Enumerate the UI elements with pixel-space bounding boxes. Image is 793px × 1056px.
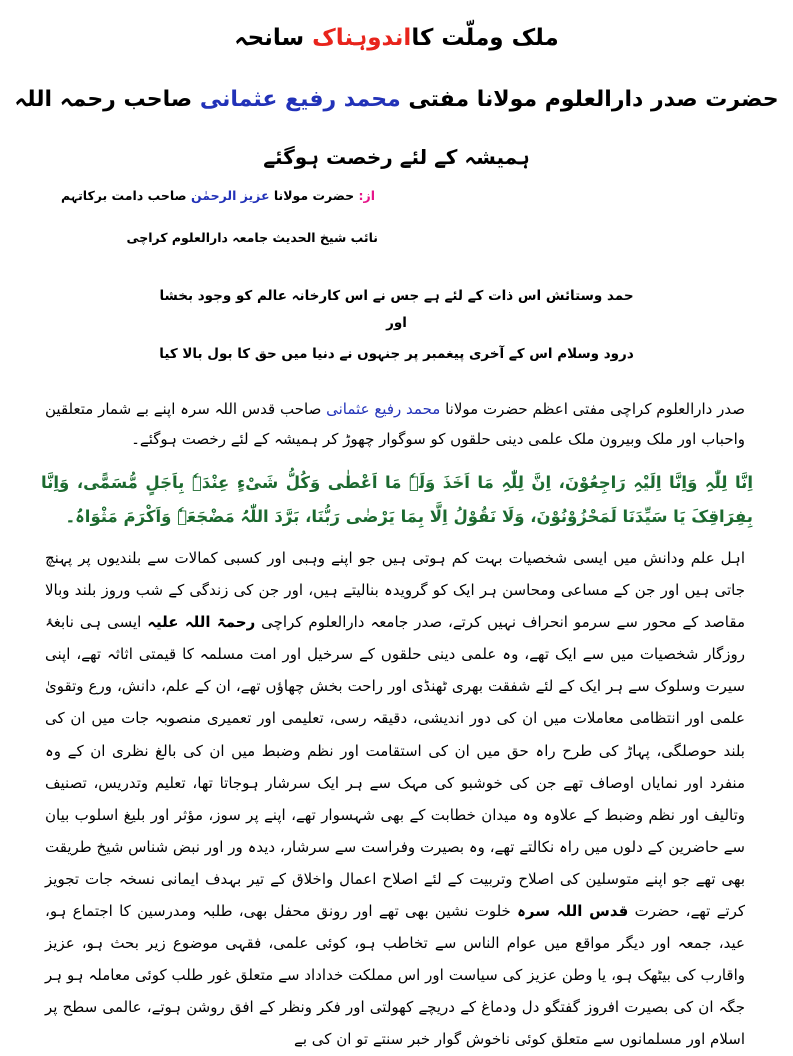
body-honorific-1: رحمۃ اللہ علیہ: [147, 613, 256, 632]
title-part-2: سانحہ: [234, 25, 305, 51]
intro-part-1: صدر دارالعلوم کراچی مفتی اعظم حضرت مولانا: [445, 400, 745, 418]
arabic-dua: اِنَّا لِلّٰہِ وَاِنَّا اِلَیْہِ رَاجِعُوْنَ، اِنَّ لِلّٰہِ مَا اَخَذَ وَلَہٗ مَا اَعْطٰی وَکُلُّ شَیْءٍ عِنْدَہٗ بِاَجَلٍ مُّسَمًّی، وَاِنَّا بِفِرَاقِکَ یَا سَیِّدَنَا لَمَحْزُوْنُوْنَ، وَلَا نَقُوْلُ اِلَّا بِمَا یَرْضٰی رَبُّنَا، بَرَّدَ اللّٰہُ مَضْجَعَہٗ وَاَکْرَمَ مَثْوَاہُ۔: [41, 473, 753, 526]
author-role: نائب شیخ الحدیث جامعہ دارالعلوم کراچی: [126, 230, 378, 245]
body-paragraph: [45, 542, 745, 1056]
author-suffix: صاحب دامت برکاتہم: [60, 188, 187, 203]
article-subtitle-2: ہمیشہ کے لئے رخصت ہوگئے: [263, 145, 530, 169]
hamd-line-1: حمد وستائش اس ذات کے لئے ہے جس نے اس کارخانہ عالم کو وجود بخشا: [159, 288, 634, 304]
article-title: [0, 22, 793, 54]
author-line: [61, 186, 375, 206]
intro-part-2: صاحب قدس اللہ سرہ اپنے بے شمار متعلقین واحباب اور ملک وبیرون ملک علمی دینی حلقوں کو سوگوار چھوڑ کر ہمیشہ کے لئے رخصت ہوگئے۔: [45, 400, 745, 448]
author-prefix: از:: [358, 188, 375, 203]
body-part-1: اہل علم ودانش میں ایسی شخصیات بہت کم ہوتی ہیں جو اپنے وہبی اور کسبی کمالات سے بلندیوں پر پہنچ جاتی ہیں اور جن کے مساعی ومحاسن ہر ایک کو گرویدہ بنالیتے ہیں، اور جن کی زندگی کے شب وروز بلند وبالا مقاصد کے محور سے سرمو انحراف نہیں کرتے، صدر جامعہ دارالعلوم کراچی: [45, 549, 745, 632]
body-honorific-2: قدس اللہ سرہ: [517, 902, 629, 921]
hamd-connector: اور: [386, 315, 407, 331]
title-part-1: ملک وملّت کا: [411, 25, 559, 51]
intro-paragraph: [45, 394, 745, 454]
intro-name: محمد رفیع عثمانی: [326, 400, 441, 418]
author-title: حضرت مولانا: [273, 188, 355, 203]
article-subtitle: [0, 84, 793, 116]
title-highlight: اندوہناک: [312, 25, 412, 51]
subtitle-name: محمد رفیع عثمانی: [199, 87, 401, 112]
hamd-line-2: درود وسلام اس کے آخری پیغمبر پر جنہوں نے دنیا میں حق کا بول بالا کیا: [159, 346, 634, 362]
subtitle-part-1: حضرت صدر دارالعلوم مولانا مفتی: [408, 87, 779, 112]
author-name: عزیز الرحمٰن: [190, 188, 270, 203]
body-part-2: ایسی ہی نابغۂ روزگار شخصیات میں سے ایک تھے، وہ علمی دینی حلقوں کے سرخیل اور امت مسلمہ کا قیمتی اثاثہ تھے، اپنی سیرت وسلوک سے ہر ایک کے لئے شفقت بھری ٹھنڈی اور راحت بخش چھاؤں تھے، ان کے علم، دانش، ورع وتقویٰ علمی اور انتظامی معاملات میں ان کی دور اندیشی، دقیقہ رسی، تعلیمی اور تعمیری منصوبہ جات میں ان کی بلند حوصلگی، پہاڑ کی طرح راہ حق میں ان کی استقامت اور نظم وضبط میں ان کی بالغ نظری ان کے وہ منفرد اور نمایاں اوصاف تھے جن کی خوشبو کی مہک سے ہر ایک سرشار ہوجاتا تھا، تعلیم وتدریس، تصنیف وتالیف اور نظم وضبط کے علاوہ وہ میدان خطابت کے بھی شہسوار تھے، اپنے پر سوز، مؤثر اور بلیغ اسلوب بیان سے حاضرین کے دلوں میں راہ نکالتے تھے، وہ بصیرت وفراست سے سرشار، دیدہ ور اور نبض شناس شیخ طریقت بھی تھے جو اپنے متوسلین کی اصلاح وتربیت کے لئے اصلاح اعمال واخلاق کے تیر بہدف ایمانی نسخہ جات تجویز کرتے تھے، حضرت: [45, 613, 745, 921]
subtitle-part-2: صاحب رحمہ اللہ: [14, 87, 193, 112]
body-part-3: خلوت نشین بھی تھے اور رونق محفل بھی، طلبہ ومدرسین کا اجتماع ہو، عید، جمعہ اور دیگر مواقع میں عوام الناس سے تخاطب ہو، کوئی علمی، فقہی موضوع زیر بحث ہو، عزیز واقارب کی بیٹھک ہو، یا وطن عزیز کی سیاست اور اس مملکت خداداد سے متعلق غور طلب کوئی معاملہ ہو ہر جگہ ان کی بصیرت افروز گفتگو دل ودماغ کے دریچے کھولتی اور فکر ونظر کے افق روشن ہوتے، عالمی سطح پر اسلام اور مسلمانوں سے متعلق کوئی ناخوش گوار خبر سنتے تو ان کی بے: [45, 902, 745, 1049]
